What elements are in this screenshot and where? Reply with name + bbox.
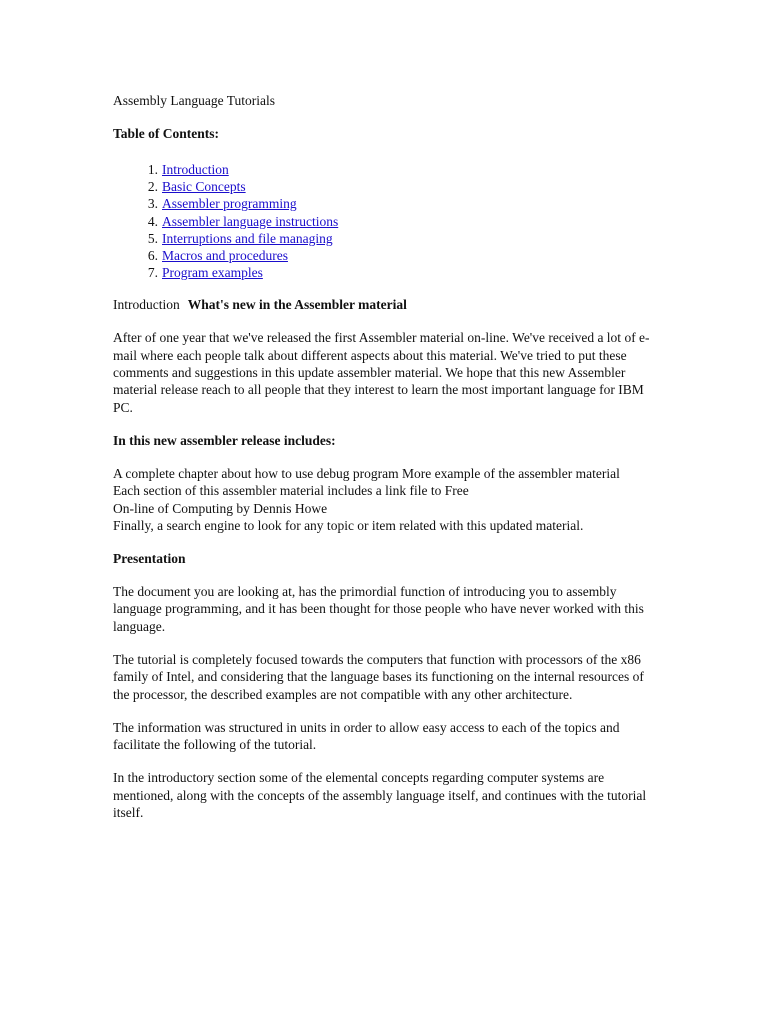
document-title: Assembly Language Tutorials xyxy=(113,93,275,108)
toc-heading: Table of Contents: xyxy=(113,126,220,141)
release-line: A complete chapter about how to use debug program More example of the assembler material xyxy=(113,465,620,481)
intro-paragraph: After of one year that we've released the first Assembler material on-line. We've received a lot of e-mail where each people talk about different aspects about this material. We've tried to put these comments and suggestions in this update assembler material. We hope that this new Assembler material release reach to all people that they interest to learn the most important language for IBM PC. xyxy=(113,330,650,415)
document-page xyxy=(113,92,653,821)
toc-item-introduction xyxy=(113,161,653,178)
toc-link-program-examples[interactable]: Program examples xyxy=(162,265,263,281)
toc-number: 2. xyxy=(147,179,158,195)
presentation-paragraph: In the introductory section some of the elemental concepts regarding computer systems are mentioned, along with the concepts of the assembly language itself, and continues with the tutorial itself. xyxy=(113,770,647,821)
toc-item-macros-procedures xyxy=(113,247,653,264)
intro-title: What's new in the Assembler material xyxy=(187,297,407,313)
toc-link-introduction[interactable]: Introduction xyxy=(162,162,229,177)
toc-number: 7. xyxy=(147,265,158,281)
toc-link-assembler-programming[interactable]: Assembler programming xyxy=(162,196,297,212)
release-line: Each section of this assembler material includes a link file to Free xyxy=(113,483,469,499)
release-line: Finally, a search engine to look for any topic or item related with this updated material. xyxy=(113,517,584,533)
toc-item-assembler-programming xyxy=(113,195,653,212)
presentation-paragraph: The tutorial is completely focused towards the computers that function with processors of the x86 family of Intel, and considering that the language bases its functioning on the internal resources of the processor, the described examples are not compatible with any other architecture. xyxy=(113,651,644,702)
toc-item-interruptions-file-managing xyxy=(113,230,653,247)
toc-link-basic-concepts[interactable]: Basic Concepts xyxy=(162,179,246,195)
toc-number: 4. xyxy=(147,213,158,229)
intro-section-heading xyxy=(113,296,653,313)
toc-item-assembler-language-instructions xyxy=(113,213,653,230)
table-of-contents xyxy=(113,161,653,281)
toc-number: 6. xyxy=(147,248,158,264)
release-heading: In this new assembler release includes: xyxy=(113,432,336,448)
toc-number: 1. xyxy=(147,162,158,177)
toc-link-assembler-language-instructions[interactable]: Assembler language instructions xyxy=(162,213,339,229)
presentation-paragraph: The document you are looking at, has the primordial function of introducing you to assembly language programming, and it has been thought for those people who have never worked with this language. xyxy=(113,584,644,634)
toc-link-macros-procedures[interactable]: Macros and procedures xyxy=(162,248,288,264)
release-list xyxy=(113,465,653,534)
presentation-paragraph: The information was structured in units in order to allow easy access to each of the topics and facilitate the following of the tutorial. xyxy=(113,719,620,753)
toc-number: 3. xyxy=(147,196,158,212)
intro-label: Introduction xyxy=(113,297,180,313)
release-line: On-line of Computing by Dennis Howe xyxy=(113,500,328,516)
presentation-heading: Presentation xyxy=(113,551,186,567)
toc-number: 5. xyxy=(147,230,158,246)
toc-link-interruptions-file-managing[interactable]: Interruptions and file managing xyxy=(162,230,333,246)
toc-item-basic-concepts xyxy=(113,178,653,195)
toc-item-program-examples xyxy=(113,264,653,281)
